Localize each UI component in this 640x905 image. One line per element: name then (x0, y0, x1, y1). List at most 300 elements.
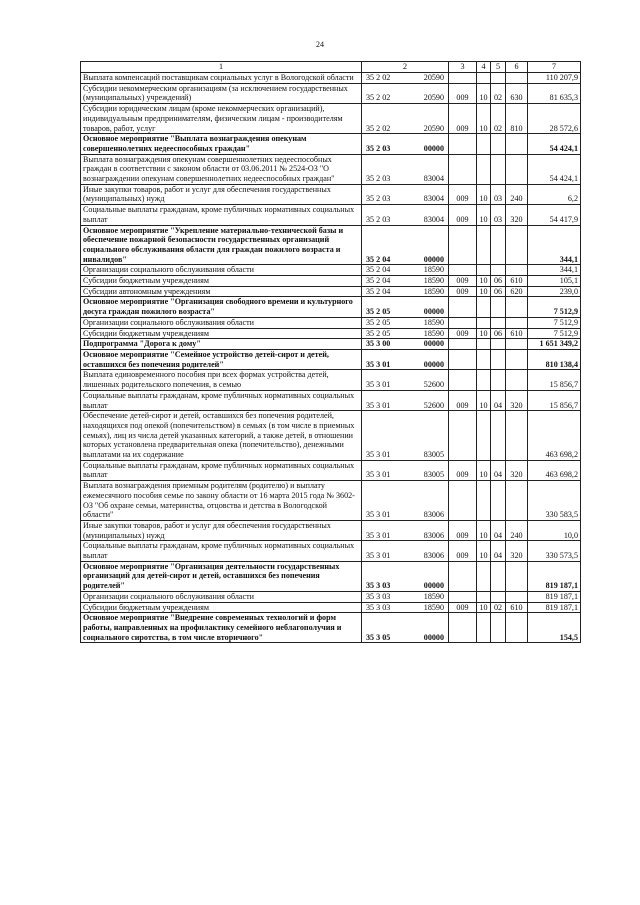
expense-type-code (506, 73, 528, 84)
direction-code-part: 83004 (423, 194, 444, 204)
row-name: Обеспечение детей-сирот и детей, оставшихся без попечения родителей, находящихся под опекой (попечительством) в семьях (в том числе в приемных семьях), лиц из числа детей указанных категорий, а также детей, в отношении которых установлена предварительная опека (попечительство), денежными выплатами на их содержание (81, 411, 362, 461)
row-name: Социальные выплаты гражданам, кроме публичных нормативных социальных выплат (81, 541, 362, 561)
ministry-code: 009 (449, 541, 477, 561)
program-code-parts (364, 592, 446, 602)
section-code: 10 (477, 104, 491, 134)
table-row (81, 184, 581, 204)
program-code-parts (364, 318, 446, 328)
ministry-code: 009 (449, 520, 477, 540)
direction-code-part: 18590 (423, 265, 444, 275)
program-code-part: 35 2 03 (366, 174, 391, 184)
ministry-code (449, 339, 477, 350)
section-code: 10 (477, 286, 491, 297)
subsection-code: 02 (491, 83, 506, 103)
direction-code-part: 20590 (423, 123, 444, 133)
section-code (477, 317, 491, 328)
ministry-code: 009 (449, 205, 477, 225)
table-row (81, 225, 581, 265)
program-code-part: 35 2 04 (366, 276, 391, 286)
ministry-code (449, 481, 477, 521)
program-code-part: 35 2 04 (366, 254, 391, 264)
section-code (477, 297, 491, 317)
section-code: 10 (477, 83, 491, 103)
program-code-part: 35 2 03 (366, 214, 391, 224)
section-code (477, 265, 491, 276)
ministry-code (449, 411, 477, 461)
section-code: 10 (477, 205, 491, 225)
subsection-code: 04 (491, 390, 506, 410)
expense-type-code: 320 (506, 460, 528, 480)
program-code-part: 35 2 05 (366, 317, 391, 327)
table-body (81, 62, 581, 643)
subsection-code (491, 370, 506, 390)
column-header-2: 2 (362, 62, 449, 73)
section-code (477, 481, 491, 521)
program-code (362, 561, 449, 591)
ministry-code (449, 134, 477, 154)
ministry-code (449, 370, 477, 390)
table-row (81, 265, 581, 276)
amount: 10,0 (528, 520, 581, 540)
subsection-code (491, 591, 506, 602)
direction-code-part: 18590 (423, 591, 444, 601)
table-row (81, 613, 581, 643)
amount: 81 635,3 (528, 83, 581, 103)
ministry-code (449, 265, 477, 276)
row-name: Основное мероприятие "Выплата вознаграждения опекунам совершеннолетних недееспособных граждан" (81, 134, 362, 154)
subsection-code (491, 134, 506, 154)
program-code-part: 35 3 01 (366, 551, 391, 561)
program-code (362, 370, 449, 390)
program-code-parts (364, 93, 446, 103)
table-row (81, 460, 581, 480)
section-code (477, 591, 491, 602)
table-row (81, 317, 581, 328)
section-code (477, 349, 491, 369)
program-code-parts (364, 124, 446, 134)
program-code-parts (364, 255, 446, 265)
section-code: 10 (477, 602, 491, 613)
expense-type-code (506, 411, 528, 461)
row-name: Выплата вознаграждения приемным родителям (родителю) и выплату ежемесячного пособия семье по закону области от 16 марта 2015 года № 3602-ОЗ "Об охране семьи, материнства, отцовства и детства в Вологодской области" (81, 481, 362, 521)
program-code (362, 390, 449, 410)
section-code (477, 613, 491, 643)
row-name: Выплата компенсаций поставщикам социальных услуг в Вологодской области (81, 73, 362, 84)
ministry-code (449, 591, 477, 602)
amount: 105,1 (528, 276, 581, 287)
direction-code-part: 83005 (423, 470, 444, 480)
direction-code-part: 00000 (423, 339, 444, 349)
ministry-code (449, 349, 477, 369)
program-code (362, 520, 449, 540)
section-code (477, 134, 491, 154)
program-code-parts (364, 265, 446, 275)
section-code (477, 561, 491, 591)
table-row (81, 134, 581, 154)
subsection-code: 03 (491, 184, 506, 204)
direction-code-part: 18590 (423, 276, 444, 286)
section-code (477, 225, 491, 265)
program-code-parts (364, 329, 446, 339)
subsection-code (491, 613, 506, 643)
program-code-parts (364, 551, 446, 561)
section-code: 10 (477, 276, 491, 287)
direction-code-part: 00000 (423, 254, 444, 264)
table-row (81, 297, 581, 317)
amount: 7 512,9 (528, 297, 581, 317)
expense-type-code: 240 (506, 184, 528, 204)
amount: 154,5 (528, 613, 581, 643)
program-code (362, 104, 449, 134)
program-code (362, 317, 449, 328)
amount: 239,0 (528, 286, 581, 297)
subsection-code: 03 (491, 205, 506, 225)
header-row (81, 62, 581, 73)
amount: 819 187,1 (528, 602, 581, 613)
direction-code-part: 18590 (423, 602, 444, 612)
subsection-code (491, 154, 506, 184)
row-name: Иные закупки товаров, работ и услуг для обеспечения государственных (муниципальных) нужд (81, 520, 362, 540)
expense-type-code (506, 370, 528, 390)
direction-code-part: 20590 (423, 93, 444, 103)
row-name: Выплата вознаграждения опекунам совершеннолетних недееспособных граждан в соответствии с законом области от 03.06.2011 № 2524-ОЗ "О вознаграждении опекунам совершеннолетних недееспособных граждан" (81, 154, 362, 184)
ministry-code: 009 (449, 276, 477, 287)
table-row (81, 339, 581, 350)
column-header-3: 3 (449, 62, 477, 73)
subsection-code (491, 349, 506, 369)
subsection-code (491, 411, 506, 461)
expense-type-code: 610 (506, 328, 528, 339)
program-code (362, 276, 449, 287)
row-name: Субсидии бюджетным учреждениям (81, 328, 362, 339)
program-code-part: 35 3 01 (366, 450, 391, 460)
ministry-code (449, 317, 477, 328)
row-name: Субсидии бюджетным учреждениям (81, 602, 362, 613)
program-code (362, 184, 449, 204)
expense-type-code (506, 225, 528, 265)
subsection-code: 06 (491, 286, 506, 297)
expense-type-code (506, 265, 528, 276)
column-header-7: 7 (528, 62, 581, 73)
program-code-part: 35 2 02 (366, 93, 391, 103)
program-code (362, 154, 449, 184)
direction-code-part: 52600 (423, 380, 444, 390)
program-code-parts (364, 287, 446, 297)
direction-code-part: 00000 (423, 581, 444, 591)
program-code-part: 35 3 01 (366, 470, 391, 480)
expense-type-code: 320 (506, 541, 528, 561)
direction-code-part: 83004 (423, 214, 444, 224)
section-code (477, 339, 491, 350)
ministry-code: 009 (449, 83, 477, 103)
program-code-part: 35 2 03 (366, 194, 391, 204)
amount: 15 856,7 (528, 390, 581, 410)
program-code-part: 35 2 02 (366, 123, 391, 133)
ministry-code (449, 225, 477, 265)
amount: 344,1 (528, 265, 581, 276)
direction-code-part: 52600 (423, 400, 444, 410)
row-name: Субсидии юридическим лицам (кроме некоммерческих организаций), индивидуальным предпринимателям, физическим лицам - производителям товаров, работ, услуг (81, 104, 362, 134)
row-name: Социальные выплаты гражданам, кроме публичных нормативных социальных выплат (81, 390, 362, 410)
subsection-code (491, 317, 506, 328)
expense-type-code: 610 (506, 276, 528, 287)
expense-type-code: 620 (506, 286, 528, 297)
program-code-part: 35 3 01 (366, 400, 391, 410)
amount: 819 187,1 (528, 591, 581, 602)
direction-code-part: 00000 (423, 143, 444, 153)
program-code (362, 349, 449, 369)
program-code-part: 35 3 01 (366, 359, 391, 369)
ministry-code (449, 154, 477, 184)
direction-code-part: 18590 (423, 328, 444, 338)
program-code-part: 35 3 03 (366, 602, 391, 612)
ministry-code: 009 (449, 602, 477, 613)
row-name: Субсидии некоммерческим организациям (за исключением государственных (муниципальных) учреждений) (81, 83, 362, 103)
subsection-code (491, 265, 506, 276)
amount: 54 417,9 (528, 205, 581, 225)
subsection-code: 04 (491, 460, 506, 480)
expense-type-code (506, 339, 528, 350)
program-code-parts (364, 194, 446, 204)
table-row (81, 328, 581, 339)
table-row (81, 591, 581, 602)
table-row (81, 104, 581, 134)
ministry-code (449, 561, 477, 591)
row-name: Организации социального обслуживания области (81, 317, 362, 328)
subsection-code (491, 225, 506, 265)
table-row (81, 541, 581, 561)
table-row (81, 370, 581, 390)
program-code-part: 35 3 01 (366, 510, 391, 520)
program-code (362, 297, 449, 317)
row-name: Организации социального обслуживания области (81, 591, 362, 602)
section-code (477, 154, 491, 184)
section-code: 10 (477, 184, 491, 204)
ministry-code: 009 (449, 286, 477, 297)
table-row (81, 411, 581, 461)
section-code (477, 411, 491, 461)
program-code-part: 35 2 02 (366, 73, 391, 82)
amount: 463 698,2 (528, 460, 581, 480)
direction-code-part: 18590 (423, 286, 444, 296)
program-code-parts (364, 339, 446, 349)
table-row (81, 602, 581, 613)
expense-type-code (506, 134, 528, 154)
table-row (81, 349, 581, 369)
program-code-parts (364, 276, 446, 286)
table-row (81, 83, 581, 103)
section-code: 10 (477, 390, 491, 410)
row-name: Социальные выплаты гражданам, кроме публичных нормативных социальных выплат (81, 460, 362, 480)
program-code (362, 134, 449, 154)
row-name: Выплата единовременного пособия при всех формах устройства детей, лишенных родительского попечения, в семью (81, 370, 362, 390)
program-code (362, 339, 449, 350)
row-name: Организации социального обслуживания области (81, 265, 362, 276)
amount: 330 573,5 (528, 541, 581, 561)
ministry-code (449, 73, 477, 84)
subsection-code (491, 561, 506, 591)
program-code-part: 35 2 05 (366, 307, 391, 317)
subsection-code: 06 (491, 328, 506, 339)
row-name: Основное мероприятие "Внедрение современных технологий и форм работы, направленных на профилактику семейного неблагополучия и социального сиротства, в том числе вторичного" (81, 613, 362, 643)
table-row (81, 520, 581, 540)
expense-type-code (506, 349, 528, 369)
program-code-parts (364, 450, 446, 460)
subsection-code: 06 (491, 276, 506, 287)
program-code-parts (364, 380, 446, 390)
direction-code-part: 83006 (423, 510, 444, 520)
amount: 15 856,7 (528, 370, 581, 390)
ministry-code: 009 (449, 184, 477, 204)
row-name: Иные закупки товаров, работ и услуг для обеспечения государственных (муниципальных) нужд (81, 184, 362, 204)
program-code (362, 265, 449, 276)
amount: 1 651 349,2 (528, 339, 581, 350)
row-name: Основное мероприятие "Укрепление материально-технической базы и обеспечение пожарной безопасности государственных организаций социального обслуживания области для граждан пожилого возраста и инвалидов" (81, 225, 362, 265)
column-header-1: 1 (81, 62, 362, 73)
amount: 28 572,6 (528, 104, 581, 134)
row-name: Основное мероприятие "Семейное устройство детей-сирот и детей, оставшихся без попечения родителей" (81, 349, 362, 369)
program-code-parts (364, 581, 446, 591)
expense-type-code: 610 (506, 602, 528, 613)
budget-table (80, 61, 581, 643)
direction-code-part: 83006 (423, 551, 444, 561)
subsection-code (491, 297, 506, 317)
subsection-code: 02 (491, 104, 506, 134)
program-code (362, 73, 449, 84)
expense-type-code: 810 (506, 104, 528, 134)
amount: 330 583,5 (528, 481, 581, 521)
amount: 7 512,9 (528, 317, 581, 328)
program-code (362, 83, 449, 103)
section-code (477, 370, 491, 390)
amount: 54 424,1 (528, 134, 581, 154)
expense-type-code: 630 (506, 83, 528, 103)
program-code (362, 591, 449, 602)
section-code: 10 (477, 541, 491, 561)
row-name: Социальные выплаты гражданам, кроме публичных нормативных социальных выплат (81, 205, 362, 225)
ministry-code: 009 (449, 390, 477, 410)
program-code-part: 35 3 05 (366, 632, 391, 642)
subsection-code: 04 (491, 541, 506, 561)
amount: 810 138,4 (528, 349, 581, 369)
program-code (362, 602, 449, 613)
program-code (362, 481, 449, 521)
ministry-code (449, 613, 477, 643)
section-code (477, 73, 491, 84)
amount: 6,2 (528, 184, 581, 204)
program-code-part: 35 2 04 (366, 286, 391, 296)
row-name: Субсидии бюджетным учреждениям (81, 276, 362, 287)
direction-code-part: 00000 (423, 307, 444, 317)
program-code-parts (364, 215, 446, 225)
table-row (81, 205, 581, 225)
subsection-code (491, 339, 506, 350)
program-code-parts (364, 401, 446, 411)
program-code (362, 613, 449, 643)
ministry-code: 009 (449, 104, 477, 134)
amount: 54 424,1 (528, 154, 581, 184)
program-code-part: 35 3 01 (366, 530, 391, 540)
column-header-5: 5 (491, 62, 506, 73)
program-code-parts (364, 603, 446, 613)
program-code (362, 411, 449, 461)
table-row (81, 481, 581, 521)
program-code-parts (364, 307, 446, 317)
program-code-parts (364, 470, 446, 480)
program-code-part: 35 3 00 (366, 339, 391, 349)
column-header-4: 4 (477, 62, 491, 73)
ministry-code: 009 (449, 328, 477, 339)
program-code-parts (364, 633, 446, 643)
ministry-code: 009 (449, 460, 477, 480)
program-code-parts (364, 510, 446, 520)
program-code (362, 286, 449, 297)
program-code-part: 35 2 04 (366, 265, 391, 275)
expense-type-code: 320 (506, 205, 528, 225)
amount: 7 512,9 (528, 328, 581, 339)
table-row (81, 286, 581, 297)
program-code (362, 328, 449, 339)
table-row (81, 561, 581, 591)
section-code: 10 (477, 520, 491, 540)
direction-code-part: 00000 (423, 632, 444, 642)
table-row (81, 73, 581, 84)
table-row (81, 276, 581, 287)
program-code (362, 541, 449, 561)
expense-type-code: 320 (506, 390, 528, 410)
expense-type-code (506, 317, 528, 328)
program-code (362, 205, 449, 225)
expense-type-code (506, 561, 528, 591)
expense-type-code (506, 613, 528, 643)
page-number: 24 (316, 40, 324, 49)
direction-code-part: 20590 (423, 73, 444, 82)
expense-type-code (506, 481, 528, 521)
table-row (81, 390, 581, 410)
section-code: 10 (477, 460, 491, 480)
ministry-code (449, 297, 477, 317)
amount: 110 207,9 (528, 73, 581, 84)
program-code-parts (364, 360, 446, 370)
program-code (362, 460, 449, 480)
program-code (362, 225, 449, 265)
direction-code-part: 83004 (423, 174, 444, 184)
program-code-part: 35 2 05 (366, 328, 391, 338)
amount: 819 187,1 (528, 561, 581, 591)
row-name: Субсидии автономным учреждениям (81, 286, 362, 297)
program-code-parts (364, 531, 446, 541)
expense-type-code (506, 591, 528, 602)
table-row (81, 154, 581, 184)
direction-code-part: 83006 (423, 530, 444, 540)
direction-code-part: 18590 (423, 317, 444, 327)
program-code-part: 35 2 03 (366, 143, 391, 153)
expense-type-code (506, 154, 528, 184)
subsection-code: 02 (491, 602, 506, 613)
expense-type-code: 240 (506, 520, 528, 540)
column-header-6: 6 (506, 62, 528, 73)
program-code-parts (364, 174, 446, 184)
subsection-code (491, 481, 506, 521)
amount: 463 698,2 (528, 411, 581, 461)
section-code: 10 (477, 328, 491, 339)
row-name: Подпрограмма "Дорога к дому" (81, 339, 362, 350)
program-code-part: 35 3 03 (366, 581, 391, 591)
direction-code-part: 00000 (423, 359, 444, 369)
amount: 344,1 (528, 225, 581, 265)
subsection-code: 04 (491, 520, 506, 540)
subsection-code (491, 73, 506, 84)
